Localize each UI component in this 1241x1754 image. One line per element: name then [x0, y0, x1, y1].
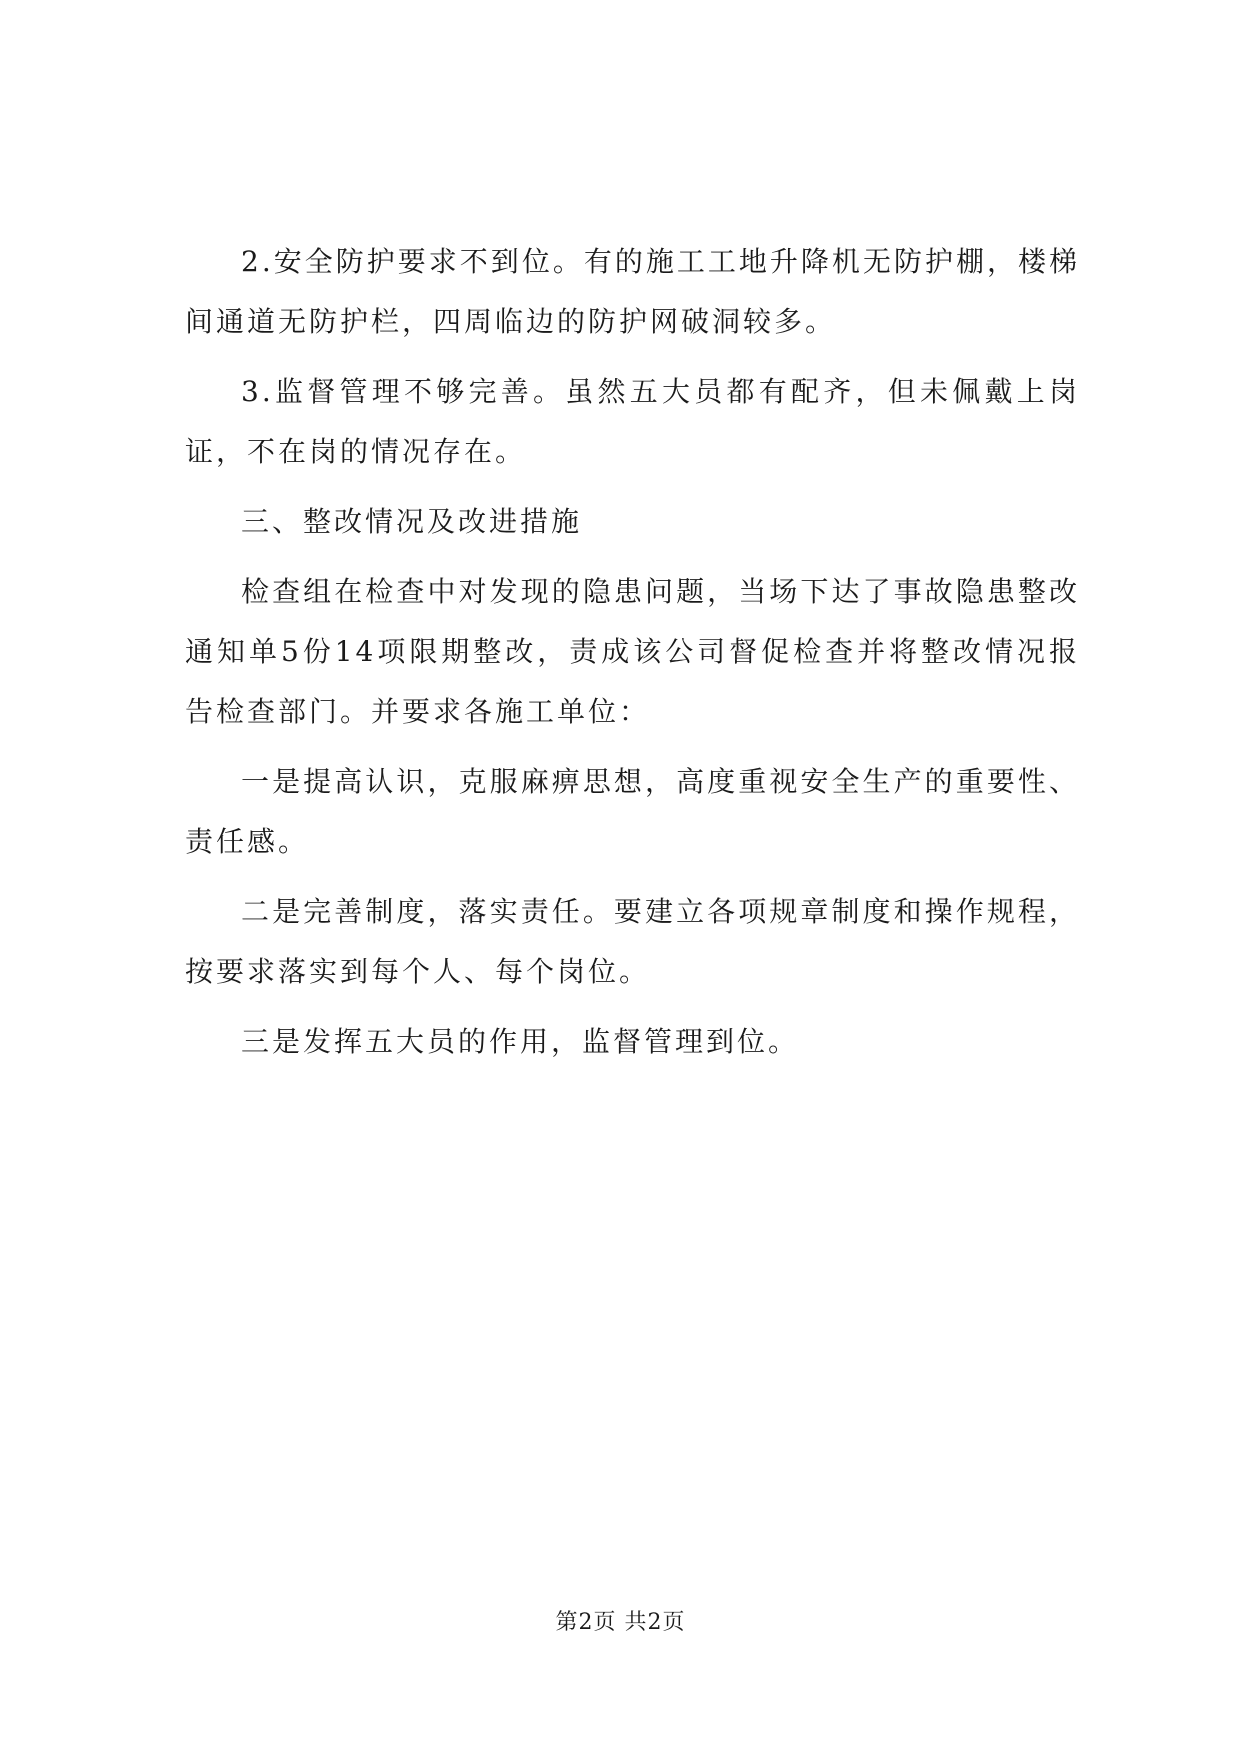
paragraph-requirement-1: 一是提高认识，克服麻痹思想，高度重视安全生产的重要性、责任感。	[185, 765, 1080, 858]
paragraph-inspection-notice: 检查组在检查中对发现的隐患问题，当场下达了事故隐患整改通知单5份14项限期整改，责成该公司督促检查并将整改情况报告检查部门。并要求各施工单位：	[185, 575, 1080, 728]
paragraph-safety-protection: 2.安全防护要求不到位。有的施工工地升降机无防护棚，楼梯间通道无防护栏，四周临边的防护网破洞较多。	[185, 245, 1080, 338]
document-body	[185, 232, 1080, 1082]
page-number-footer: 第2页 共2页	[555, 1610, 686, 1635]
paragraph-requirement-2: 二是完善制度，落实责任。要建立各项规章制度和操作规程，按要求落实到每个人、每个岗位。	[185, 895, 1080, 988]
paragraph-requirement-3: 三是发挥五大员的作用，监督管理到位。	[241, 1025, 800, 1058]
paragraph-supervision: 3.监督管理不够完善。虽然五大员都有配齐，但未佩戴上岗证，不在岗的情况存在。	[185, 375, 1080, 468]
section-heading-rectification: 三、整改情况及改进措施	[241, 505, 583, 538]
